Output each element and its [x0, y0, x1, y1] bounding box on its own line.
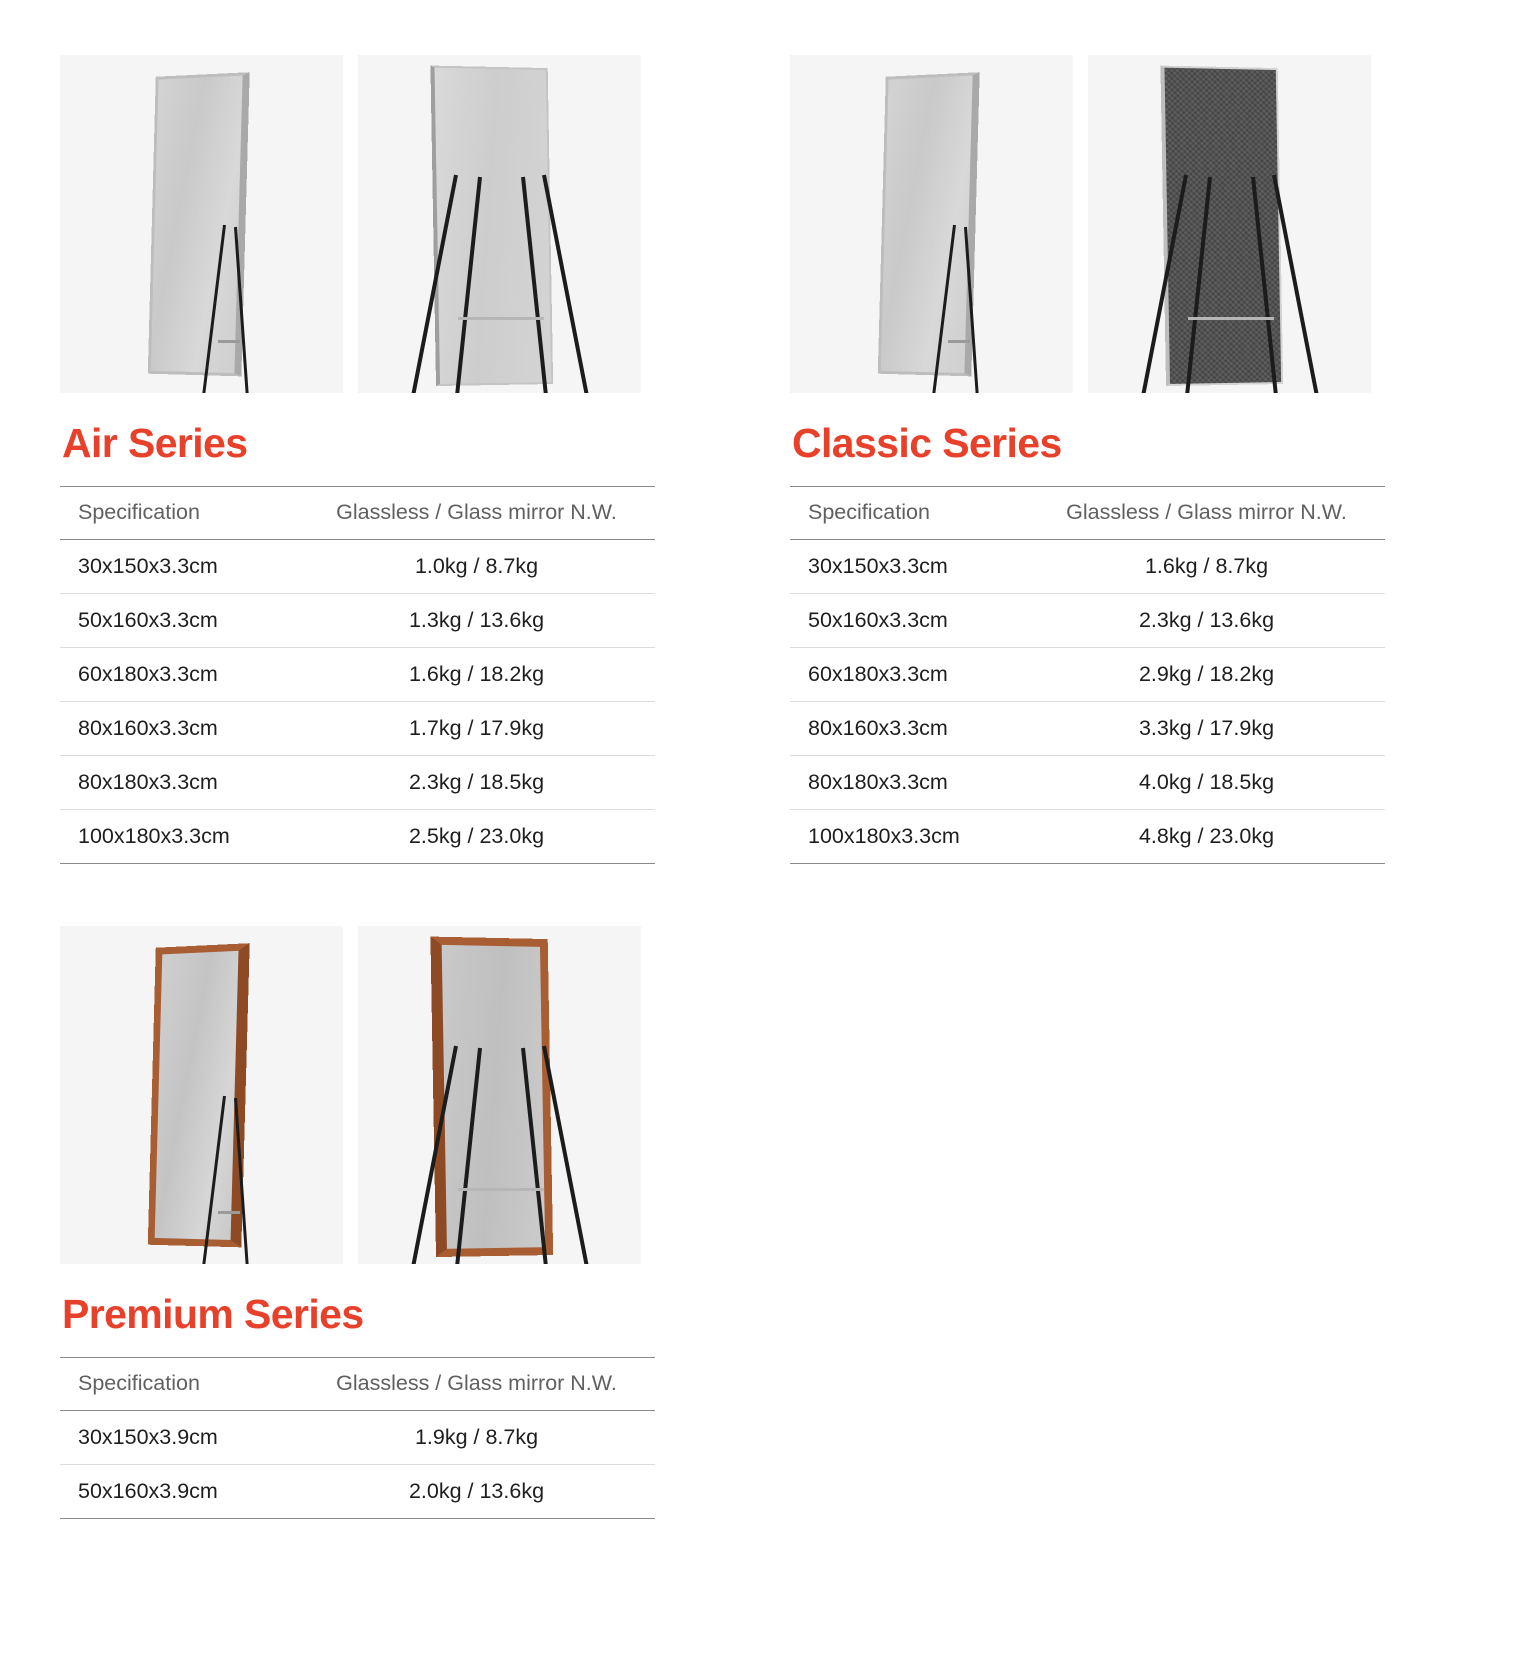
cell-specification: 50x160x3.9cm — [60, 1465, 298, 1519]
table-row — [790, 648, 1385, 702]
classic-mirror-back-photo[interactable] — [1088, 55, 1371, 393]
cell-weight: 1.9kg / 8.7kg — [298, 1411, 655, 1465]
cell-specification: 80x160x3.3cm — [60, 702, 298, 756]
cell-weight: 2.9kg / 18.2kg — [1028, 648, 1385, 702]
cell-weight: 1.6kg / 18.2kg — [298, 648, 655, 702]
series-block-air — [60, 55, 655, 864]
easel-crossbar-icon — [458, 317, 544, 320]
cell-specification: 30x150x3.9cm — [60, 1411, 298, 1465]
table-header-row — [60, 487, 655, 540]
cell-weight: 2.5kg / 23.0kg — [298, 810, 655, 864]
classic-image-pair — [790, 55, 1385, 393]
cell-specification: 60x180x3.3cm — [60, 648, 298, 702]
cell-specification: 50x160x3.3cm — [60, 594, 298, 648]
easel-crossbar-icon — [458, 1188, 544, 1191]
cell-specification: 80x160x3.3cm — [790, 702, 1028, 756]
air-mirror-front-photo[interactable] — [60, 55, 343, 393]
table-row — [790, 756, 1385, 810]
mirror-glass — [148, 943, 250, 1247]
table-row — [60, 648, 655, 702]
series-block-classic — [790, 55, 1385, 864]
cell-specification: 30x150x3.3cm — [790, 540, 1028, 594]
series-title-premium: Premium Series — [62, 1291, 364, 1338]
column-header-weight: Glassless / Glass mirror N.W. — [298, 487, 655, 540]
cell-weight: 2.3kg / 18.5kg — [298, 756, 655, 810]
table-row — [790, 540, 1385, 594]
column-header-specification: Specification — [790, 487, 1028, 540]
mirror-panel-front-icon — [878, 72, 980, 376]
table-row — [790, 810, 1385, 864]
table-row — [60, 810, 655, 864]
series-grid — [60, 55, 1470, 1519]
mirror-glass — [878, 72, 980, 376]
mirror-panel-back-icon — [1160, 66, 1283, 386]
mirror-panel-back-icon — [430, 66, 553, 386]
spec-table-premium — [60, 1357, 655, 1519]
cell-specification: 80x180x3.3cm — [60, 756, 298, 810]
table-row — [790, 702, 1385, 756]
table-row — [60, 1411, 655, 1465]
cell-weight: 1.7kg / 17.9kg — [298, 702, 655, 756]
easel-crossbar-icon — [218, 1211, 240, 1214]
easel-crossbar-icon — [218, 340, 240, 343]
mirror-glass — [148, 72, 250, 376]
cell-specification: 100x180x3.3cm — [790, 810, 1028, 864]
spec-table-classic — [790, 486, 1385, 864]
column-header-specification: Specification — [60, 1358, 298, 1411]
classic-mirror-front-photo[interactable] — [790, 55, 1073, 393]
series-block-premium — [60, 926, 655, 1519]
table-row — [60, 702, 655, 756]
spec-table-air — [60, 486, 655, 864]
air-image-pair — [60, 55, 655, 393]
cell-specification: 60x180x3.3cm — [790, 648, 1028, 702]
cell-weight: 4.0kg / 18.5kg — [1028, 756, 1385, 810]
table-row — [60, 594, 655, 648]
column-header-specification: Specification — [60, 487, 298, 540]
mirror-glass — [430, 937, 553, 1257]
table-row — [790, 594, 1385, 648]
cell-weight: 2.3kg / 13.6kg — [1028, 594, 1385, 648]
table-row — [60, 540, 655, 594]
cell-weight: 1.3kg / 13.6kg — [298, 594, 655, 648]
cell-specification: 80x180x3.3cm — [790, 756, 1028, 810]
mirror-panel-back-icon — [430, 937, 553, 1257]
table-header-row — [790, 487, 1385, 540]
premium-mirror-front-photo[interactable] — [60, 926, 343, 1264]
easel-crossbar-icon — [948, 340, 970, 343]
column-header-weight: Glassless / Glass mirror N.W. — [298, 1358, 655, 1411]
mirror-glass — [430, 66, 553, 386]
mirror-panel-front-icon — [148, 72, 250, 376]
table-header-row — [60, 1358, 655, 1411]
premium-image-pair — [60, 926, 655, 1264]
cell-weight: 4.8kg / 23.0kg — [1028, 810, 1385, 864]
premium-mirror-back-photo[interactable] — [358, 926, 641, 1264]
air-mirror-back-photo[interactable] — [358, 55, 641, 393]
series-title-air: Air Series — [62, 420, 248, 466]
easel-crossbar-icon — [1188, 317, 1274, 320]
cell-specification: 100x180x3.3cm — [60, 810, 298, 864]
column-header-weight: Glassless / Glass mirror N.W. — [1028, 487, 1385, 540]
table-row — [60, 1465, 655, 1519]
cell-weight: 3.3kg / 17.9kg — [1028, 702, 1385, 756]
cell-weight: 2.0kg / 13.6kg — [298, 1465, 655, 1519]
cell-weight: 1.0kg / 8.7kg — [298, 540, 655, 594]
fabric-backing — [1160, 66, 1283, 386]
table-row — [60, 756, 655, 810]
series-title-classic: Classic Series — [792, 420, 1062, 466]
cell-specification: 50x160x3.3cm — [790, 594, 1028, 648]
mirror-panel-front-icon — [148, 943, 250, 1247]
cell-specification: 30x150x3.3cm — [60, 540, 298, 594]
cell-weight: 1.6kg / 8.7kg — [1028, 540, 1385, 594]
